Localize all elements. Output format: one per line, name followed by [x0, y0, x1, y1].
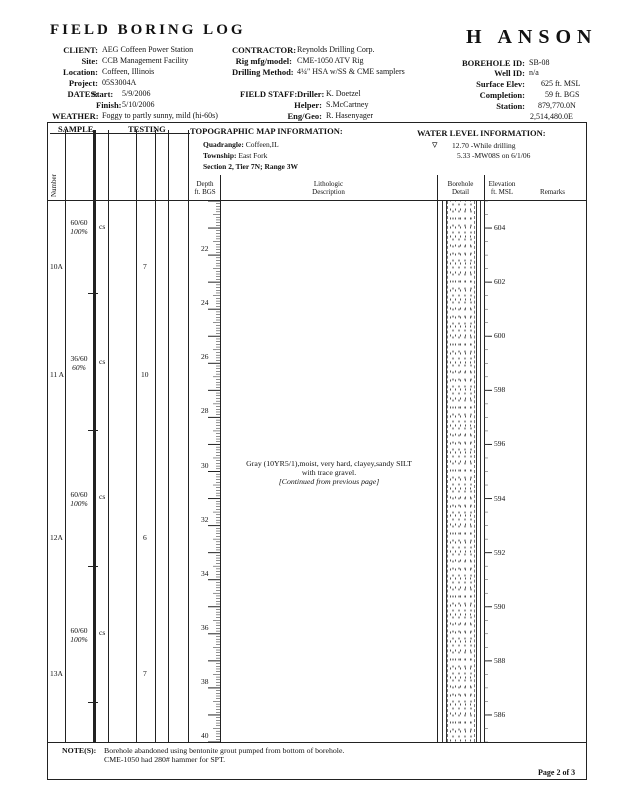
site-label: Site:	[81, 56, 98, 66]
company-logo: H ANSON	[466, 26, 598, 48]
topo-title: TOPOGRAPHIC MAP INFORMATION:	[190, 126, 343, 136]
sample-blows: 6	[143, 533, 147, 542]
depth-tick-label: 28	[201, 406, 209, 416]
wellid-label: Well ID:	[494, 68, 525, 78]
elevation-tick-label: 594	[494, 493, 506, 503]
sample-recovery: 60/60	[70, 490, 88, 499]
contractor-value: Reynolds Drilling Corp.	[297, 45, 375, 54]
start-label: Start:	[92, 89, 114, 99]
helper-value: S.McCartney	[326, 100, 369, 109]
borehole-inner-left	[447, 201, 448, 742]
log-title: FIELD BORING LOG	[50, 22, 246, 38]
bore-header-1: Borehole	[447, 180, 474, 188]
depth-tick-label: 24	[201, 298, 209, 308]
sample-divider	[88, 293, 98, 294]
finish-label: Finish:	[96, 100, 122, 110]
elevation-tick-label: 602	[494, 277, 506, 287]
client-label: CLIENT:	[63, 45, 98, 55]
elevation-tick-label: 590	[494, 601, 506, 611]
elevation-tick-label: 600	[494, 331, 506, 341]
sample-number: 10A	[50, 262, 63, 271]
notes-label: NOTE(S):	[62, 746, 97, 755]
lith-desc-line-1: Gray (10YR5/1),moist, very hard, clayey,sandy SILT	[246, 459, 412, 468]
water-line-1: 12.70 -While drilling	[452, 141, 516, 150]
sample-recovery-pct: 100%	[70, 227, 88, 236]
depth-tick-label: 30	[201, 460, 209, 470]
elevation-tick-label: 588	[494, 655, 506, 665]
start-value: 5/9/2006	[122, 89, 151, 98]
sample-divider	[88, 566, 98, 567]
weather-label: WEATHER:	[52, 111, 99, 121]
lith-header-1: Lithologic	[313, 180, 344, 188]
elevation-tick-label: 586	[494, 709, 506, 719]
project-label: Project:	[68, 78, 98, 88]
elev-header-2: ft. MSL	[490, 188, 514, 196]
sample-blows: 7	[143, 669, 147, 678]
driller-label: Driller:	[297, 89, 325, 99]
lith-header-2: Description	[312, 188, 345, 196]
station-label: Station:	[496, 101, 525, 111]
sample-recovery: 36/60	[70, 354, 88, 363]
sample-type: cs	[99, 222, 106, 231]
depth-header: Depth	[196, 180, 214, 188]
depth-unit-header: ft. BGS	[194, 188, 216, 196]
elevation-tick-label: 598	[494, 385, 506, 395]
finish-value: 5/10/2006	[122, 100, 155, 109]
enggeo-label: Eng/Geo:	[287, 111, 322, 121]
completion-value: 59 ft. BGS	[545, 90, 580, 99]
bore-header-2: Detail	[451, 188, 470, 196]
borehole-wall-right	[476, 201, 481, 742]
sample-number: 12A	[50, 533, 63, 542]
driller-value: K. Doetzel	[326, 89, 361, 98]
testing-header: TESTING	[128, 124, 166, 134]
sample-type: cs	[99, 628, 106, 637]
helper-label: Helper:	[294, 100, 322, 110]
page-number: Page 2 of 3	[538, 768, 576, 777]
notes-line-1: Borehole abandoned using bentonite grout pumped from bottom of borehole.	[104, 746, 345, 755]
rig-value: CME-1050 ATV Rig	[297, 56, 364, 65]
sample-number: 13A	[50, 669, 63, 678]
enggeo-value: R. Hasenyager	[326, 111, 374, 120]
station-value: 879,770.0N	[538, 101, 576, 110]
sample-blows: 7	[143, 262, 147, 271]
rig-label: Rig mfg/model:	[235, 56, 292, 66]
sample-type: cs	[99, 357, 106, 366]
depth-tick-label: 26	[201, 352, 209, 362]
weather-value: Foggy to partly sunny, mild (hi-60s)	[102, 111, 218, 120]
surface-value: 625 ft. MSL	[541, 79, 581, 88]
borehole-inner-right	[474, 201, 475, 742]
sample-header: SAMPLE	[58, 124, 94, 134]
sample-recovery: 60/60	[70, 626, 88, 635]
borehole-value: SB-08	[529, 58, 550, 67]
remarks-header: Remarks	[540, 188, 565, 196]
client-value: AEG Coffeen Power Station	[102, 45, 194, 54]
lith-desc-line-2: with trace gravel.	[301, 468, 357, 477]
water-level-symbol-icon: ▿	[432, 139, 438, 151]
surface-label: Surface Elev:	[476, 79, 525, 89]
sample-divider	[88, 430, 98, 431]
station-value-2: 2,514,480.0E	[530, 112, 573, 121]
elevation-tick-label: 604	[494, 223, 506, 233]
dates-label: DATES:	[67, 89, 98, 99]
elevation-tick-label: 592	[494, 547, 506, 557]
elevation-tick-label: 596	[494, 439, 506, 449]
sample-divider	[88, 702, 98, 703]
section-value: Section 2, Tier 7N; Range 3W	[203, 162, 298, 171]
method-value: 4¼" HSA w/SS & CME samplers	[297, 67, 405, 76]
borehole-label: BOREHOLE ID:	[461, 58, 525, 68]
lith-desc-line-3: [Continued from previous page]	[278, 477, 380, 486]
project-value: 05S3004A	[102, 78, 137, 87]
sample-blows: 10	[141, 370, 149, 379]
township-label: Township:	[203, 151, 237, 160]
sample-recovery-pct: 100%	[70, 635, 88, 644]
sample-recovery: 60/60	[70, 218, 88, 227]
sample-number: 11 A	[50, 370, 65, 379]
site-value: CCB Management Facility	[102, 56, 189, 65]
depth-tick-label: 32	[201, 514, 209, 524]
quad-value: Coffeen,IL	[245, 140, 279, 149]
elev-header-1: Elevation	[488, 180, 516, 188]
sample-recovery-pct: 100%	[70, 499, 88, 508]
number-header: Number	[50, 174, 58, 197]
notes-divider	[47, 742, 586, 743]
depth-tick-label: 22	[201, 244, 209, 254]
borehole-grout-fill	[450, 201, 472, 742]
method-label: Drilling Method:	[232, 67, 294, 77]
quad-label: Quadrangle:	[203, 140, 244, 149]
water-line-2: 5.33 -MW08S on 6/1/06	[457, 151, 531, 160]
wellid-value: n/a	[529, 68, 539, 77]
location-label: Location:	[63, 67, 98, 77]
sample-type: cs	[99, 492, 106, 501]
depth-tick-label: 34	[201, 568, 209, 578]
completion-label: Completion:	[479, 90, 525, 100]
depth-tick-label: 36	[201, 622, 209, 632]
township-value: East Fork	[238, 151, 268, 160]
field-staff-label: FIELD STAFF:	[240, 89, 298, 99]
water-title: WATER LEVEL INFORMATION:	[417, 128, 546, 138]
depth-tick-label: 40	[201, 731, 209, 740]
contractor-label: CONTRACTOR:	[232, 45, 297, 55]
notes-line-2: CME-1050 had 280# hammer for SPT.	[104, 755, 226, 764]
depth-tick-label: 38	[201, 676, 209, 686]
sample-recovery-pct: 60%	[72, 363, 86, 372]
location-value: Coffeen, Illinois	[102, 67, 155, 76]
